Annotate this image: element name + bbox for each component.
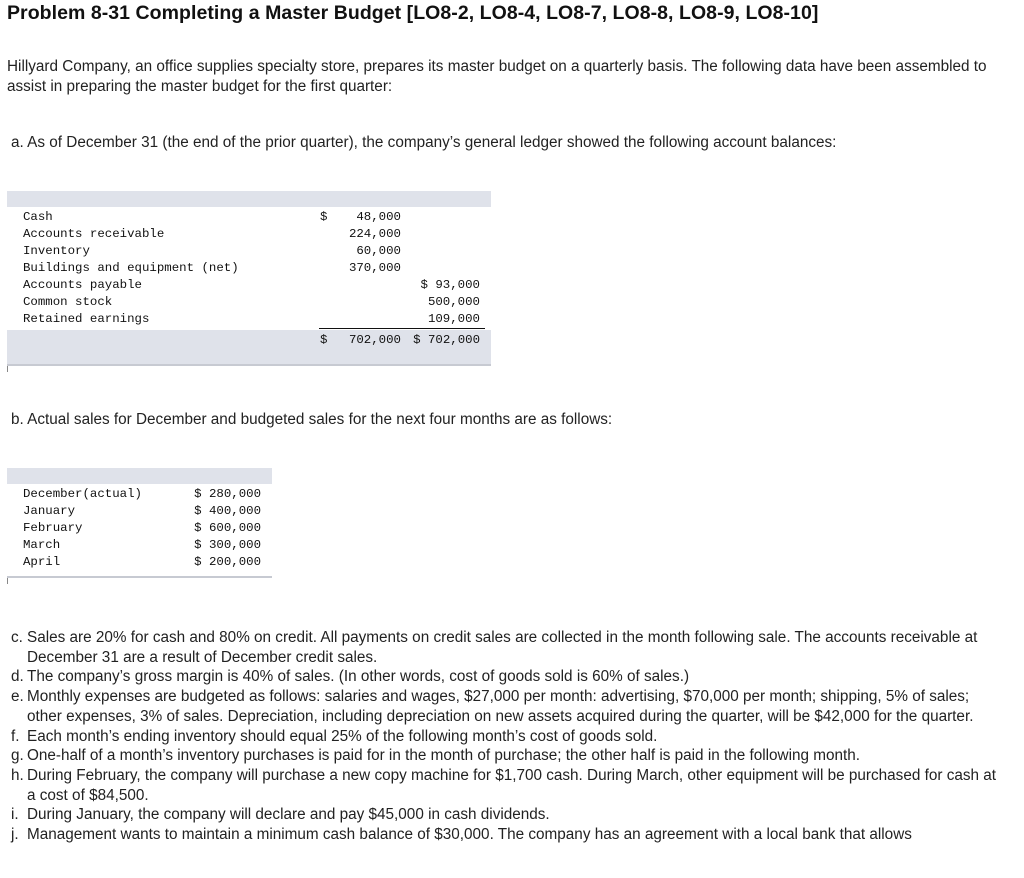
sales-month: December(actual): [23, 487, 142, 501]
list-item: [11, 727, 1001, 747]
ledger-credit: $ 93,000: [420, 278, 480, 292]
sales-amount: $ 300,000: [194, 538, 261, 552]
ledger-row-label: Buildings and equipment (net): [23, 261, 239, 275]
sales-month: February: [23, 521, 83, 535]
ledger-debit: 60,000: [356, 244, 401, 258]
sales-amount: $ 280,000: [194, 487, 261, 501]
list-item: [11, 746, 1001, 766]
list-item: [11, 825, 1001, 845]
ledger-table-header: [7, 191, 491, 207]
ledger-row-label: Accounts payable: [23, 278, 142, 292]
ledger-total-debit: 702,000: [348, 333, 401, 347]
ledger-row-label: Inventory: [23, 244, 90, 258]
sales-amount: $ 400,000: [194, 504, 261, 518]
part-b-text: b. Actual sales for December and budgeted sales for the next four months are as follows:: [11, 411, 613, 428]
ledger-total-rule: [319, 328, 485, 329]
sales-month: April: [23, 555, 61, 569]
ledger-credit: 500,000: [427, 295, 480, 309]
list-item-text: Sales are 20% for cash and 80% on credit. All payments on credit sales are collected in the month following sale. The accounts receivable at December 31 are a result of December credit sales.: [27, 629, 978, 666]
ledger-row-label: Retained earnings: [23, 312, 150, 326]
ledger-debit: 370,000: [348, 261, 401, 275]
list-item-letter: i.: [11, 806, 19, 824]
assumptions-list: [11, 628, 1001, 845]
ledger-table: [7, 191, 491, 371]
ledger-dollar-sign: $: [320, 210, 328, 224]
ledger-debit: 224,000: [348, 227, 401, 241]
ledger-bottom-rule: [7, 364, 491, 366]
list-item-letter: h.: [11, 766, 24, 784]
ledger-row-label: Accounts receivable: [23, 227, 165, 241]
ledger-total-dollar: $: [320, 333, 328, 347]
list-item-letter: j.: [11, 826, 19, 844]
sales-corner-mark: [7, 578, 8, 584]
sales-table-header: [7, 468, 272, 484]
problem-title: Problem 8-31 Completing a Master Budget [LO8-2, LO8-4, LO8-7, LO8-8, LO8-9, LO8-10]: [7, 2, 819, 24]
ledger-row-label: Cash: [23, 210, 53, 224]
list-item-text: During February, the company will purchase a new copy machine for $1,700 cash. During March, other equipment will be purchased for cash at a cost of $84,500.: [27, 766, 997, 804]
sales-month: January: [23, 504, 76, 518]
ledger-row-label: Common stock: [23, 295, 113, 309]
sales-bottom-rule: [7, 576, 272, 578]
list-item-letter: d.: [11, 668, 24, 686]
list-item: [11, 628, 1001, 667]
list-item-text: Management wants to maintain a minimum cash balance of $30,000. The company has an agreement with a local bank that allows: [27, 826, 912, 844]
list-item-letter: c.: [11, 629, 23, 646]
list-item: [11, 805, 1001, 825]
sales-table: [7, 468, 272, 586]
list-item-text: During January, the company will declare and pay $45,000 in cash dividends.: [27, 806, 550, 824]
list-item: [11, 687, 1001, 726]
sales-month: March: [23, 538, 61, 552]
list-item-text: The company’s gross margin is 40% of sales. (In other words, cost of goods sold is 60% of sales.): [27, 668, 690, 686]
list-item-text: Monthly expenses are budgeted as follows: salaries and wages, $27,000 per month: advertising, $70,000 per month; shipping, 5% of sales; other expenses, 3% of sales. Depreciation, including depreciation on new assets acquired during the quarter, will be $42,000 for the quarter.: [27, 688, 974, 725]
list-item-letter: g.: [11, 747, 24, 765]
list-item-letter: e.: [11, 688, 24, 706]
sales-amount: $ 600,000: [194, 521, 261, 535]
ledger-credit: 109,000: [427, 312, 480, 326]
ledger-total-credit: $ 702,000: [413, 333, 480, 347]
ledger-corner-mark: [7, 366, 8, 372]
list-item-text: Each month’s ending inventory should equal 25% of the following month’s cost of goods sold.: [27, 727, 658, 745]
list-item: [11, 667, 1001, 687]
sales-amount: $ 200,000: [194, 555, 261, 569]
part-a-text: a. As of December 31 (the end of the prior quarter), the company’s general ledger showed the following account balances:: [11, 134, 837, 151]
intro-paragraph: Hillyard Company, an office supplies specialty store, prepares its master budget on a quarterly basis. The following data have been assembled to assist in preparing the master budget for the first quarter:: [7, 58, 987, 95]
list-item-letter: f.: [11, 727, 20, 745]
ledger-debit: 48,000: [356, 210, 401, 224]
list-item-text: One-half of a month’s inventory purchases is paid for in the month of purchase; the other half is paid in the following month.: [27, 747, 861, 765]
list-item: [11, 766, 1001, 805]
